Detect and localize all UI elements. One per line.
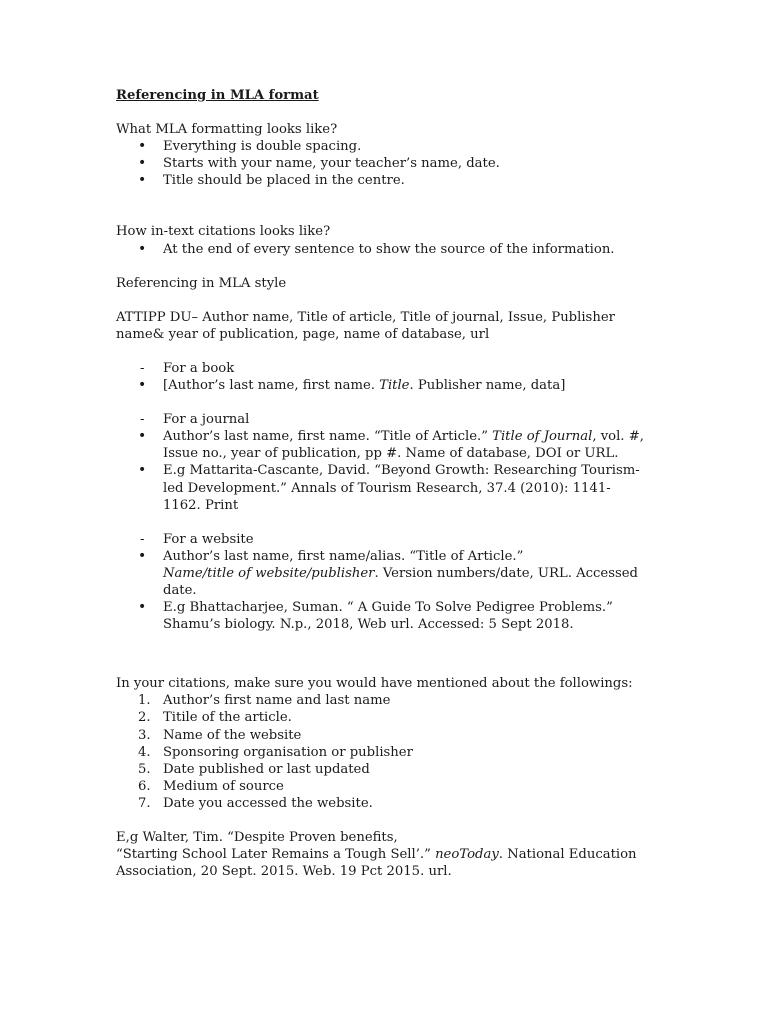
list-item	[116, 548, 646, 599]
list-number: 5.	[138, 761, 151, 777]
website-label: - For a website	[116, 531, 646, 548]
list-text: Titile of the article.	[163, 710, 292, 726]
list-item	[116, 428, 646, 462]
text-part: “Starting School Later Remains a Tough Sell’.”	[116, 847, 436, 863]
journal-label: - For a journal	[116, 411, 646, 428]
list-number: 7.	[138, 795, 151, 811]
list-item: • Title should be placed in the centre.	[116, 172, 646, 189]
list-text: Sponsoring organisation or publisher	[163, 744, 413, 760]
text-part: , vol. #, Issue no., year of publication, pp #. Name of database, DOI or URL.	[163, 429, 644, 462]
text-part: [Author’s last name, first name.	[163, 378, 380, 394]
list-item	[116, 761, 646, 778]
list-item	[116, 377, 646, 394]
website-list	[116, 548, 646, 633]
list-number: 1.	[138, 693, 151, 709]
list-number: 6.	[138, 778, 151, 794]
list-item	[116, 709, 646, 726]
journal-section	[116, 411, 646, 428]
list-item: • At the end of every sentence to show the source of the information.	[116, 241, 646, 258]
attipp-description: ATTIPP DU– Author name, Title of article, Title of journal, Issue, Publisher name& year of publication, page, name of database, url	[116, 309, 615, 342]
citations-list	[116, 692, 646, 812]
italic-title: Title of Journal	[492, 429, 593, 445]
style-heading: Referencing in MLA style	[116, 275, 287, 291]
example-line: E,g Walter, Tim. “Despite Proven benefits,	[116, 830, 398, 845]
text-part: . National Education Association, 20 Sept. 2015. Web. 19 Pct 2015. url.	[116, 847, 637, 880]
formatting-question: What MLA formatting looks like?	[116, 122, 338, 138]
list-item	[116, 778, 646, 795]
book-list	[116, 377, 646, 394]
formatting-list	[116, 138, 646, 189]
list-item	[116, 744, 646, 761]
list-item	[116, 692, 646, 709]
example-citation	[116, 846, 646, 880]
list-item: • E.g Bhattacharjee, Suman. “ A Guide To Solve Pedigree Problems.” Shamu’s biology. N.p., 2018, Web url. Accessed: 5 Sept 2018.	[116, 599, 646, 633]
text-part: Author’s last name, first name/alias. “Title of Article.”	[163, 548, 524, 564]
journal-list	[116, 428, 646, 513]
list-number: 2.	[138, 710, 151, 726]
italic-title: neoToday	[435, 847, 499, 863]
list-number: 4.	[138, 744, 151, 760]
document-title: Referencing in MLA format	[116, 88, 319, 103]
intext-question: How in-text citations looks like?	[116, 224, 331, 240]
list-item	[116, 727, 646, 744]
italic-title: Name/title of website/publisher	[163, 565, 375, 581]
list-text: Medium of source	[163, 778, 284, 794]
text-part: Author’s last name, first name. “Title of Article.”	[163, 429, 493, 445]
list-text: Date published or last updated	[163, 761, 370, 777]
list-text: Author’s first name and last name	[163, 693, 391, 709]
text-part: . Version numbers/date, URL. Accessed date.	[163, 565, 638, 598]
document-body	[116, 87, 646, 880]
text-part: . Publisher name, data]	[409, 378, 566, 394]
list-item: • Starts with your name, your teacher’s name, date.	[116, 155, 646, 172]
citations-intro: In your citations, make sure you would have mentioned about the followings:	[116, 676, 633, 692]
list-item: • Everything is double spacing.	[116, 138, 646, 155]
book-label: - For a book	[116, 360, 646, 377]
italic-title: Title	[379, 378, 410, 394]
list-text: Date you accessed the website.	[163, 795, 373, 811]
list-number: 3.	[138, 727, 151, 743]
list-item	[116, 795, 646, 812]
intext-list	[116, 241, 646, 258]
website-section	[116, 531, 646, 548]
list-item: • E.g Mattarita-Cascante, David. “Beyond Growth: Researching Tourism-led Development.” Annals of Tourism Research, 37.4 (2010): 1141-1162. Print	[116, 462, 646, 513]
list-text: Name of the website	[163, 727, 302, 743]
book-section	[116, 360, 646, 377]
